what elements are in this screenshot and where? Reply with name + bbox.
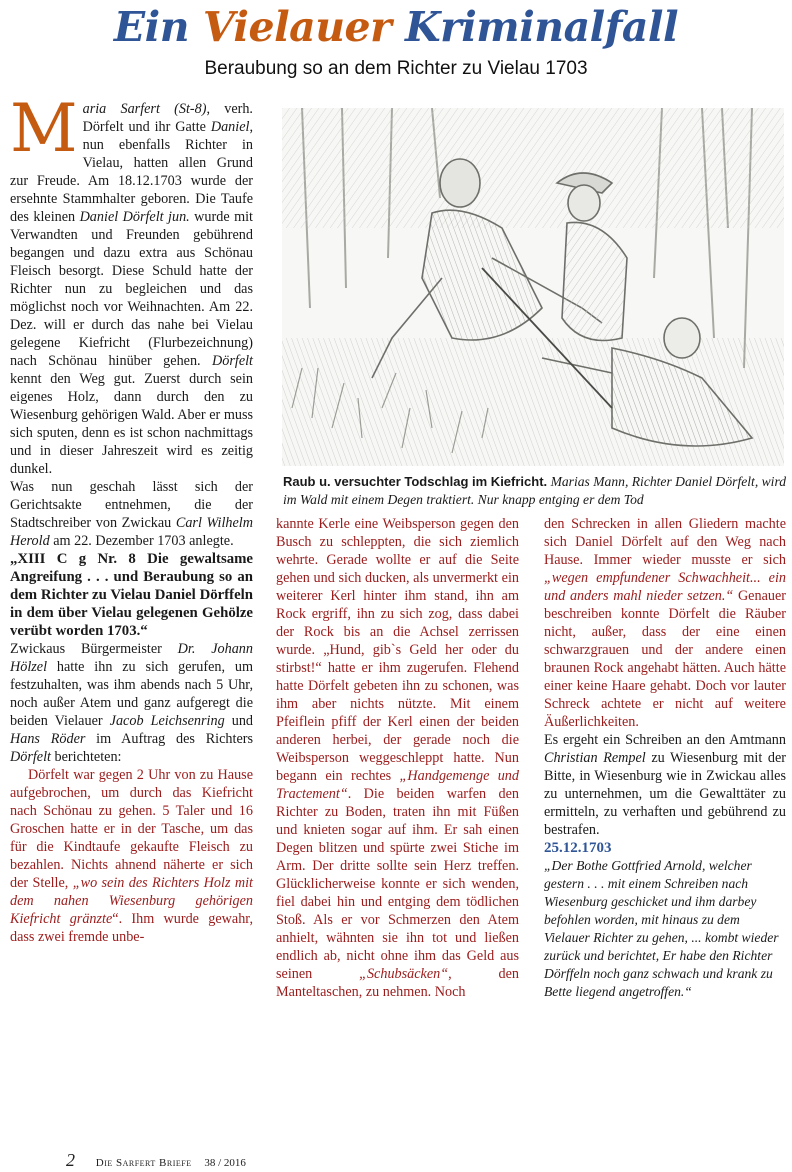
paragraph-report: Dörfelt war gegen 2 Uhr von zu Hause aufgebrochen, um durch das Kiefricht nach Schönau zu gehen. 5 Taler und 16 Groschen hatte er in der Tasche, um das für die Kindtaufe gekaufte Fleisch zu bezahlen. Nichts ahnend näherte er sich der Stelle, „wo sein des Richters Holz mit dem nahen Wiesenburg gehörigen Kiefricht gränzte“. Ihm wurde gewahr, dass zwei fremde unbe- (10, 767, 253, 945)
caption-text: Marias Mann, Richter Daniel Dörfelt, wird im Wald mit einem Degen traktiert. Nur knapp entging er dem Tod (283, 474, 787, 507)
paragraph-mayor: Zwickaus Bürgermeister Dr. Johann Hölzel hatte ihn zu sich gerufen, um festzuhalten, was ihm abends nach 5 Uhr, noch außer Atem und ganz aufgeregt die beiden Vielauer Jacob Leichsenring und Hans Röder im Auftrag des Richters Dörfelt berichteten: (10, 641, 254, 765)
publication-name: Die Sarfert Briefe (95, 1157, 192, 1169)
page-footer (66, 1150, 246, 1171)
illustration-caption (283, 473, 788, 509)
title-word-3: Kriminalfall (405, 3, 679, 51)
pencil-sketch-icon (282, 108, 784, 466)
issue-number: 38 / 2016 (204, 1157, 246, 1169)
messenger-quote: „Der Bothe Gottfried Arnold, welcher gestern . . . mit einem Schreiben nach Wiesenburg geschicket und ihm darbey befohlen worden, mit hinaus zu dem Vielauer Richter zu gehen, ... kombt wieder zurück und berichtet, Er habe den Richter Dörffeln noch ganz schwach und krank zu Bette liegend angetroffen.“ (544, 858, 779, 999)
paragraph-court-record: Was nun geschah lässt sich der Gerichtsakte entnehmen, die der Stadtschreiber von Zwickau Carl Wilhelm Herold am 22. Dezember 1703 anlegte. (10, 479, 253, 549)
middle-column (276, 515, 519, 1001)
right-column (544, 515, 786, 1001)
intro-paragraph: Maria Sarfert (St-8), verh. Dörfelt und ihr Gatte Daniel, nun ebenfalls Richter in Vielau, hatten allen Grund zur Freude. Am 18.12.1703 wurde der ersehnte Stammhalter geboren. Die Taufe des kleinen Daniel Dörfelt jun. wurde mit Verwandten und Freunden gebührend begangen und dazu extra aus Schönau Fleisch besorgt. Diese Schuld hatte der Richter nun zu begleichen und das möglichst noch vor Weihnachten. Am 22. Dez. will er durch das nahe bei Vielau gelegene Kiefricht (Flurbezeichnung) nach Schönau hinüber gehen. Dörfelt kennt den Weg gut. Zuerst durch sein eigenes Holz, dann durch den zu Wiesenburg gehörigen Wald. Aber er muss sich sputen, denn es ist schon nachmittags und in dieser Jahreszeit wird es zeitig dunkel. (10, 90, 253, 477)
sketch-illustration (282, 108, 784, 466)
left-column (10, 90, 254, 946)
page-title (0, 2, 792, 52)
title-word-1: Ein (113, 3, 190, 51)
caption-title: Raub u. versuchter Todschlag im Kiefricht. (283, 474, 548, 489)
date-heading: 25.12.1703 (544, 840, 612, 856)
paragraph-letter: Es ergeht ein Schreiben an den Amtmann Christian Rempel zu Wiesenburg mit der Bitte, in Wiesenburg wie in Zwickau alles zu unternehmen, um die Gewalttäter zu ermitteln, zu verhaften und gebührend zu bestrafen. (544, 732, 786, 838)
page-subtitle: Beraubung so an dem Richter zu Vielau 1703 (204, 58, 588, 79)
paragraph-return-home: den Schrecken in allen Gliedern machte sich Daniel Dörfelt auf den Weg nach Hause. Immer wieder musste er sich „wegen empfundener Schwachheit... ein und anders mahl nieder setzen.“ Genauer beschreiben konnte Dörfelt die Räuber nicht, außer, dass der eine einen schwarzgrauen und der andere einen braunen Rock angehabt hätten. Auch hätte einer keine Haare gehabt. Doch vor lauter Schreck achtete er nicht auf weitere Äußerlichkeiten. (544, 516, 786, 730)
paragraph-attack: kannte Kerle eine Weibsperson gegen den Busch zu schleppten, die sich ziemlich wehrte. Gerade wollte er auf die Seite gehen und sich ducken, als unvermerkt ein weiterer Kerl hinter ihm stand, ihn am Rock ergriff, ihn zu sich zog, dass dabei der Rock bis an die Achsel zerrissen wurde. „Hund, gib`s Geld her oder du stirbst!“ hatte er ihm zugerufen. Flehend hatte Dörfelt gebeten ihn zu schonen, was ihm aber nichts nützte. Mit einem Pfeiflein pfiff der Kerl einen der beiden anderen herbei, der gerade noch die Weibsperson weggeschleppt hatte. Nun begann ein rechtes „Handgemenge und Tractement“. Die beiden warfen den Richter zu Boden, traten ihn mit Füßen und knieten sogar auf ihm. Er sah einen Degen blitzen und spürte zwei Stiche im Arm. Der dritte sollte sein Herz treffen. Glücklicherweise konnte er sich wenden, fiel dabei hin und entging dem tödlichen Stoß. Als er vor Schmerzen den Atem anhielt, wähnten sie ihn tot und ließen endlich ab, nicht ohne ihm das Geld aus seinen „Schubsäcken“, den Manteltaschen, zu nehmen. Noch (276, 516, 519, 1000)
file-title-quote: „XIII C g Nr. 8 Die gewaltsame Angreifung . . . und Beraubung so an dem Richter zu Vielau Daniel Dörffeln in dem über Vielau gelegenen Gehölze verübt worden 1703.“ (10, 551, 253, 639)
drop-cap: M (10, 90, 78, 167)
title-word-2: Vielauer (202, 3, 392, 51)
page-number: 2 (66, 1150, 75, 1170)
